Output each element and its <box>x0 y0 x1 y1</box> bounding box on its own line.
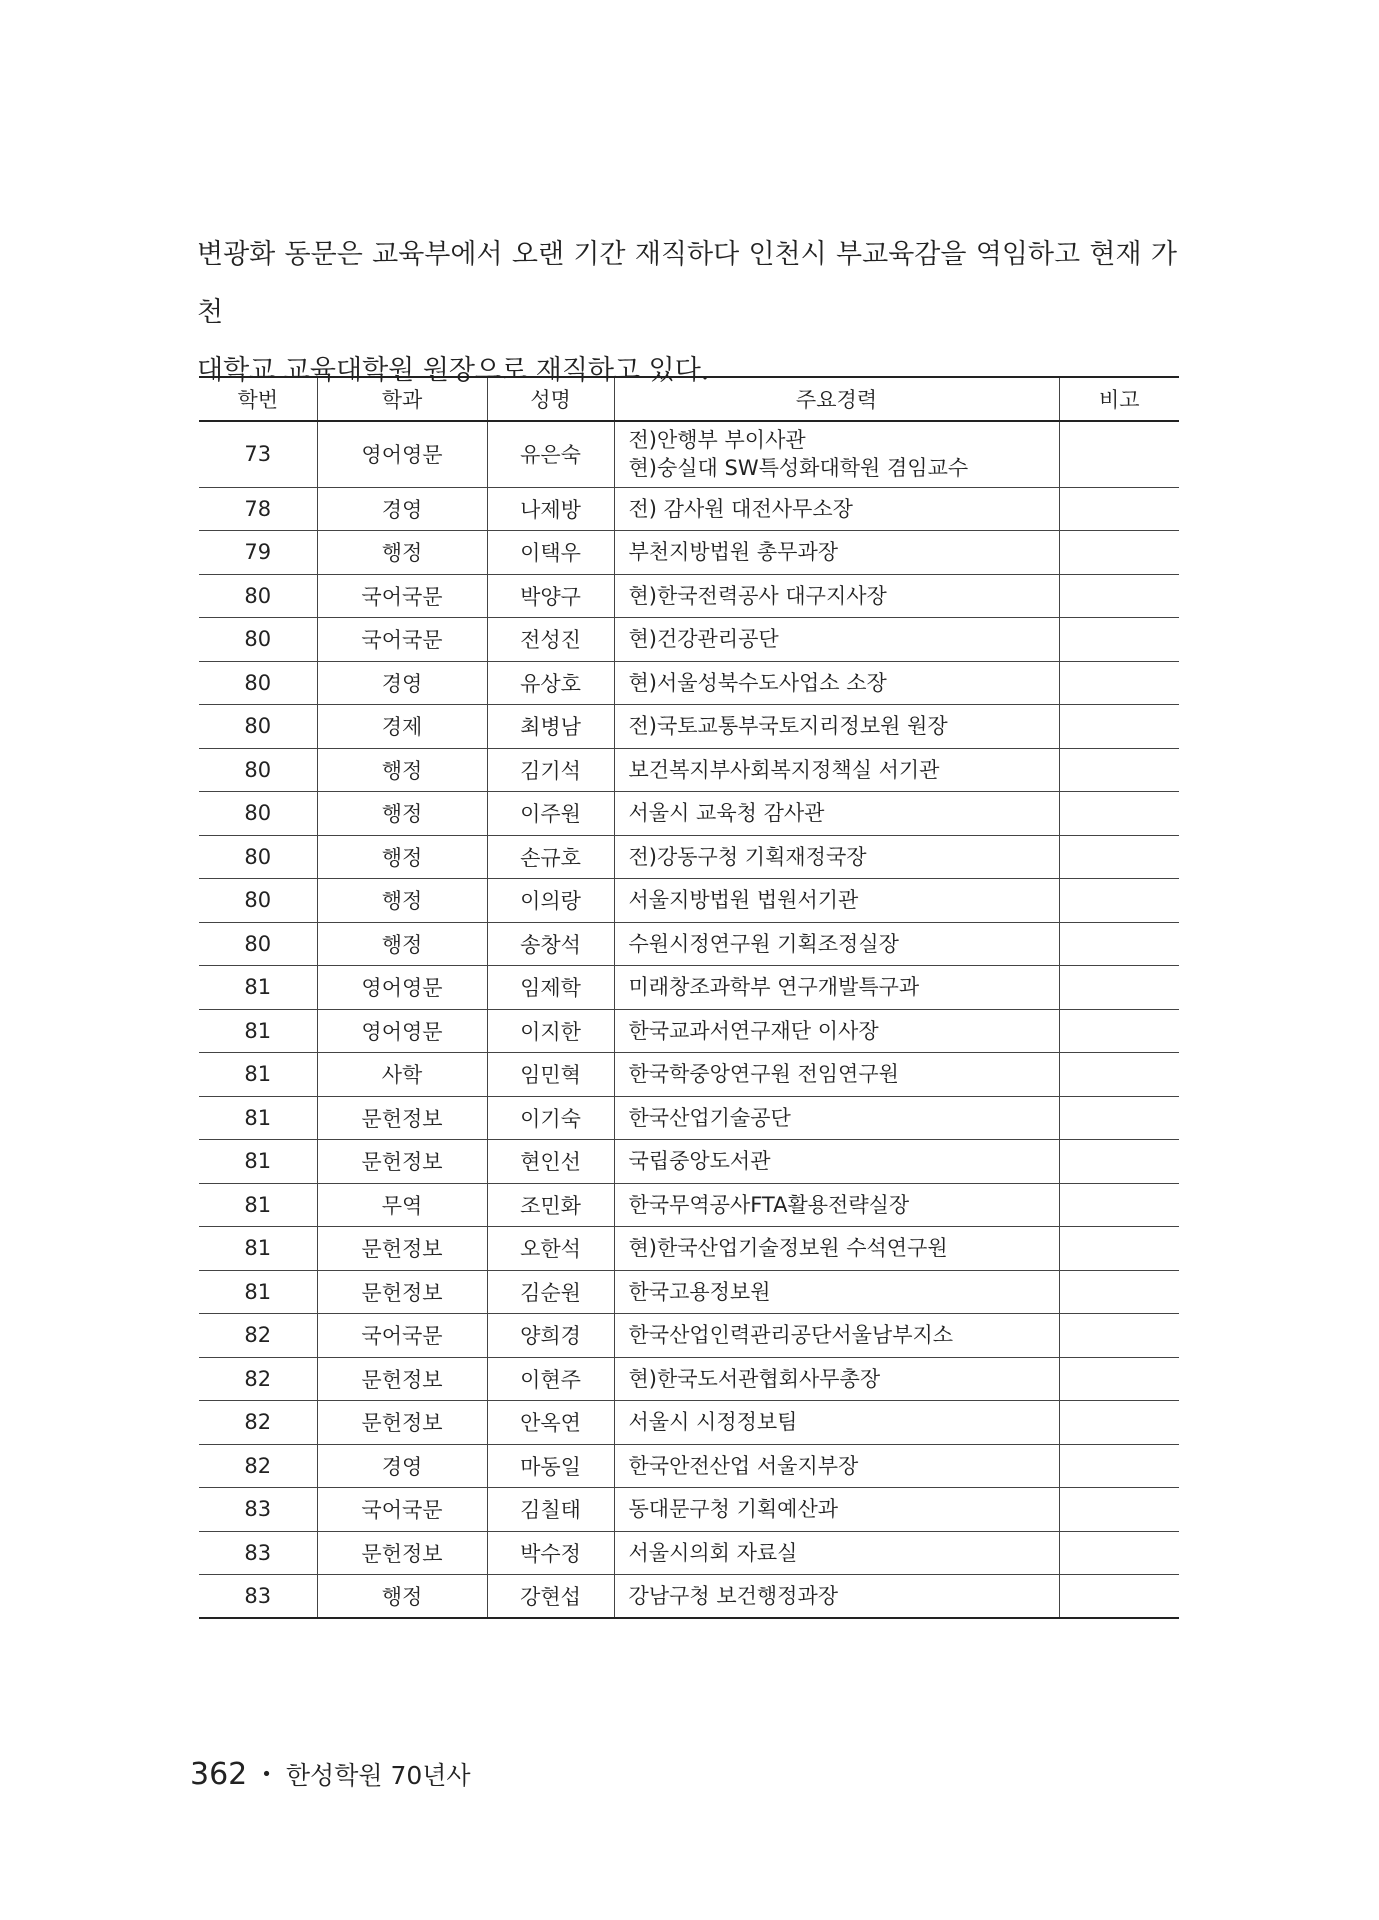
page-number: 362 <box>190 1756 248 1792</box>
table-row <box>199 1357 1179 1401</box>
table-row <box>199 1096 1179 1140</box>
cell-year: 82 <box>199 1444 317 1488</box>
cell-career <box>614 748 1059 792</box>
cell-note <box>1059 487 1179 531</box>
table-row <box>199 1531 1179 1575</box>
cell-year: 81 <box>199 1096 317 1140</box>
cell-note <box>1059 1183 1179 1227</box>
table-row <box>199 1053 1179 1097</box>
cell-department: 행정 <box>317 879 487 923</box>
cell-department: 행정 <box>317 835 487 879</box>
career-line: 한국학중앙연구원 전임연구원 <box>628 1062 899 1087</box>
header-department: 학과 <box>317 377 487 421</box>
career-line: 부천지방법원 총무과장 <box>628 540 839 565</box>
cell-department: 경영 <box>317 487 487 531</box>
cell-department: 문헌정보 <box>317 1531 487 1575</box>
cell-note <box>1059 792 1179 836</box>
cell-name: 유상호 <box>487 661 614 705</box>
cell-name: 김칠태 <box>487 1488 614 1532</box>
cell-year: 80 <box>199 835 317 879</box>
cell-note <box>1059 1270 1179 1314</box>
cell-career <box>614 1270 1059 1314</box>
table-row <box>199 1009 1179 1053</box>
career-line: 한국고용정보원 <box>628 1279 771 1304</box>
cell-year: 81 <box>199 1053 317 1097</box>
cell-note <box>1059 1009 1179 1053</box>
cell-career <box>614 792 1059 836</box>
cell-note <box>1059 618 1179 662</box>
cell-career <box>614 1357 1059 1401</box>
career-line: 국립중앙도서관 <box>628 1149 771 1174</box>
table-row <box>199 487 1179 531</box>
cell-note <box>1059 1227 1179 1271</box>
cell-note <box>1059 835 1179 879</box>
cell-department: 문헌정보 <box>317 1357 487 1401</box>
header-row <box>199 377 1179 421</box>
cell-note <box>1059 531 1179 575</box>
cell-name: 이기숙 <box>487 1096 614 1140</box>
cell-career <box>614 835 1059 879</box>
table-row <box>199 705 1179 749</box>
cell-year: 80 <box>199 705 317 749</box>
intro-line-2: 대학교 교육대학원 원장으로 재직하고 있다. <box>197 355 710 386</box>
career-line: 서울시의회 자료실 <box>628 1540 798 1565</box>
cell-name: 오한석 <box>487 1227 614 1271</box>
table-header <box>199 377 1179 421</box>
cell-note <box>1059 748 1179 792</box>
cell-career <box>614 1227 1059 1271</box>
table-row <box>199 1183 1179 1227</box>
career-line: 서울시 교육청 감사관 <box>628 801 825 826</box>
cell-name: 현인선 <box>487 1140 614 1184</box>
cell-note <box>1059 1357 1179 1401</box>
career-line: 현)건강관리공단 <box>628 627 779 652</box>
cell-year: 80 <box>199 618 317 662</box>
cell-note <box>1059 1053 1179 1097</box>
cell-note <box>1059 1488 1179 1532</box>
cell-department: 국어국문 <box>317 618 487 662</box>
cell-department: 국어국문 <box>317 1314 487 1358</box>
cell-department: 영어영문 <box>317 421 487 487</box>
cell-department: 국어국문 <box>317 574 487 618</box>
cell-department: 행정 <box>317 748 487 792</box>
table-row <box>199 1488 1179 1532</box>
cell-year: 80 <box>199 748 317 792</box>
cell-career <box>614 705 1059 749</box>
career-line: 현)한국산업기술정보원 수석연구원 <box>628 1236 948 1261</box>
cell-year: 83 <box>199 1488 317 1532</box>
cell-name: 마동일 <box>487 1444 614 1488</box>
table-row <box>199 531 1179 575</box>
cell-department: 경영 <box>317 661 487 705</box>
cell-department: 경영 <box>317 1444 487 1488</box>
cell-career <box>614 1140 1059 1184</box>
cell-note <box>1059 1575 1179 1619</box>
career-line: 전)강동구청 기획재정국장 <box>628 844 867 869</box>
cell-year: 78 <box>199 487 317 531</box>
cell-year: 82 <box>199 1401 317 1445</box>
cell-note <box>1059 1314 1179 1358</box>
cell-year: 80 <box>199 574 317 618</box>
cell-note <box>1059 1531 1179 1575</box>
cell-year: 81 <box>199 966 317 1010</box>
cell-year: 81 <box>199 1140 317 1184</box>
cell-name: 이주원 <box>487 792 614 836</box>
cell-department: 행정 <box>317 792 487 836</box>
career-line: 동대문구청 기획예산과 <box>628 1497 839 1522</box>
page-footer <box>190 1756 471 1792</box>
cell-career <box>614 618 1059 662</box>
cell-name: 유은숙 <box>487 421 614 487</box>
cell-career <box>614 661 1059 705</box>
cell-career <box>614 1053 1059 1097</box>
cell-name: 이택우 <box>487 531 614 575</box>
cell-note <box>1059 421 1179 487</box>
table-row <box>199 792 1179 836</box>
cell-name: 이현주 <box>487 1357 614 1401</box>
cell-department: 행정 <box>317 922 487 966</box>
cell-name: 박수정 <box>487 1531 614 1575</box>
career-line: 미래창조과학부 연구개발특구과 <box>628 975 920 1000</box>
table-row <box>199 1401 1179 1445</box>
cell-name: 조민화 <box>487 1183 614 1227</box>
cell-name: 전성진 <box>487 618 614 662</box>
cell-department: 문헌정보 <box>317 1401 487 1445</box>
cell-note <box>1059 966 1179 1010</box>
cell-year: 83 <box>199 1531 317 1575</box>
cell-year: 79 <box>199 531 317 575</box>
cell-department: 행정 <box>317 1575 487 1619</box>
career-line: 현)한국전력공사 대구지사장 <box>628 583 887 608</box>
table-row <box>199 661 1179 705</box>
cell-name: 박양구 <box>487 574 614 618</box>
cell-career <box>614 1531 1059 1575</box>
cell-year: 82 <box>199 1314 317 1358</box>
cell-department: 행정 <box>317 531 487 575</box>
cell-career <box>614 922 1059 966</box>
cell-name: 안옥연 <box>487 1401 614 1445</box>
cell-year: 81 <box>199 1009 317 1053</box>
cell-career <box>614 487 1059 531</box>
cell-career <box>614 1314 1059 1358</box>
cell-note <box>1059 879 1179 923</box>
cell-name: 강현섭 <box>487 1575 614 1619</box>
cell-year: 80 <box>199 879 317 923</box>
cell-year: 80 <box>199 922 317 966</box>
cell-note <box>1059 1096 1179 1140</box>
cell-name: 이지한 <box>487 1009 614 1053</box>
cell-department: 무역 <box>317 1183 487 1227</box>
cell-year: 83 <box>199 1575 317 1619</box>
book-title: 한성학원 70년사 <box>285 1761 471 1790</box>
cell-name: 임민혁 <box>487 1053 614 1097</box>
career-line: 수원시정연구원 기획조정실장 <box>628 931 899 956</box>
cell-note <box>1059 922 1179 966</box>
alumni-table <box>199 376 1179 1619</box>
cell-career <box>614 1488 1059 1532</box>
cell-career <box>614 1183 1059 1227</box>
cell-department: 국어국문 <box>317 1488 487 1532</box>
cell-career <box>614 1096 1059 1140</box>
cell-career <box>614 879 1059 923</box>
cell-name: 송창석 <box>487 922 614 966</box>
career-line: 현)서울성북수도사업소 소장 <box>628 670 887 695</box>
header-note: 비고 <box>1059 377 1179 421</box>
cell-career <box>614 531 1059 575</box>
table-row <box>199 1444 1179 1488</box>
table-row <box>199 748 1179 792</box>
career-line: 한국산업인력관리공단서울남부지소 <box>628 1323 954 1348</box>
table-body <box>199 421 1179 1618</box>
cell-name: 나제방 <box>487 487 614 531</box>
table-row <box>199 1140 1179 1184</box>
cell-name: 양희경 <box>487 1314 614 1358</box>
career-line: 한국산업기술공단 <box>628 1105 791 1130</box>
cell-career <box>614 421 1059 487</box>
intro-line-1: 변광화 동문은 교육부에서 오랜 기간 재직하다 인천시 부교육감을 역임하고 현재 가천 <box>197 239 1177 328</box>
cell-career <box>614 574 1059 618</box>
career-line: 한국교과서연구재단 이사장 <box>628 1018 879 1043</box>
table-row <box>199 922 1179 966</box>
cell-year: 81 <box>199 1227 317 1271</box>
cell-department: 문헌정보 <box>317 1270 487 1314</box>
table-row <box>199 1270 1179 1314</box>
table-row <box>199 879 1179 923</box>
footer-bullet: • <box>261 1763 272 1785</box>
table-row <box>199 1227 1179 1271</box>
career-line: 서울지방법원 법원서기관 <box>628 888 859 913</box>
cell-note <box>1059 661 1179 705</box>
table-row <box>199 618 1179 662</box>
career-line: 강남구청 보건행정과장 <box>628 1584 839 1608</box>
cell-note <box>1059 1444 1179 1488</box>
cell-year: 82 <box>199 1357 317 1401</box>
cell-department: 경제 <box>317 705 487 749</box>
cell-name: 김순원 <box>487 1270 614 1314</box>
cell-year: 81 <box>199 1183 317 1227</box>
career-line: 한국안전산업 서울지부장 <box>628 1453 859 1478</box>
cell-career <box>614 966 1059 1010</box>
table-row <box>199 966 1179 1010</box>
header-year: 학번 <box>199 377 317 421</box>
cell-career <box>614 1444 1059 1488</box>
cell-name: 임제학 <box>487 966 614 1010</box>
career-line: 한국무역공사FTA활용전략실장 <box>628 1192 910 1217</box>
cell-note <box>1059 705 1179 749</box>
cell-name: 김기석 <box>487 748 614 792</box>
cell-year: 81 <box>199 1270 317 1314</box>
table-row <box>199 574 1179 618</box>
table-row <box>199 1314 1179 1358</box>
intro-paragraph <box>197 226 1177 400</box>
cell-department: 영어영문 <box>317 966 487 1010</box>
cell-note <box>1059 1140 1179 1184</box>
cell-career <box>614 1575 1059 1619</box>
cell-department: 문헌정보 <box>317 1227 487 1271</box>
cell-name: 손규호 <box>487 835 614 879</box>
cell-career <box>614 1009 1059 1053</box>
table-row <box>199 421 1179 487</box>
career-line: 전)안행부 부이사관 <box>628 428 806 453</box>
cell-department: 문헌정보 <box>317 1096 487 1140</box>
cell-department: 영어영문 <box>317 1009 487 1053</box>
cell-department: 사학 <box>317 1053 487 1097</box>
career-line: 서울시 시정정보팀 <box>628 1410 798 1435</box>
career-line: 전) 감사원 대전사무소장 <box>628 496 853 521</box>
cell-note <box>1059 1401 1179 1445</box>
header-career: 주요경력 <box>614 377 1059 421</box>
table-row <box>199 1575 1179 1619</box>
cell-department: 문헌정보 <box>317 1140 487 1184</box>
cell-name: 이의랑 <box>487 879 614 923</box>
cell-career <box>614 1401 1059 1445</box>
cell-year: 80 <box>199 661 317 705</box>
header-name: 성명 <box>487 377 614 421</box>
table-row <box>199 835 1179 879</box>
career-line: 보건복지부사회복지정책실 서기관 <box>628 757 940 782</box>
cell-year: 80 <box>199 792 317 836</box>
cell-note <box>1059 574 1179 618</box>
career-line: 전)국토교통부국토지리정보원 원장 <box>628 714 948 739</box>
cell-year: 73 <box>199 421 317 487</box>
career-line: 현)한국도서관협회사무총장 <box>628 1366 881 1391</box>
cell-name: 최병남 <box>487 705 614 749</box>
career-line: 현)숭실대 SW특성화대학원 겸임교수 <box>628 456 969 481</box>
